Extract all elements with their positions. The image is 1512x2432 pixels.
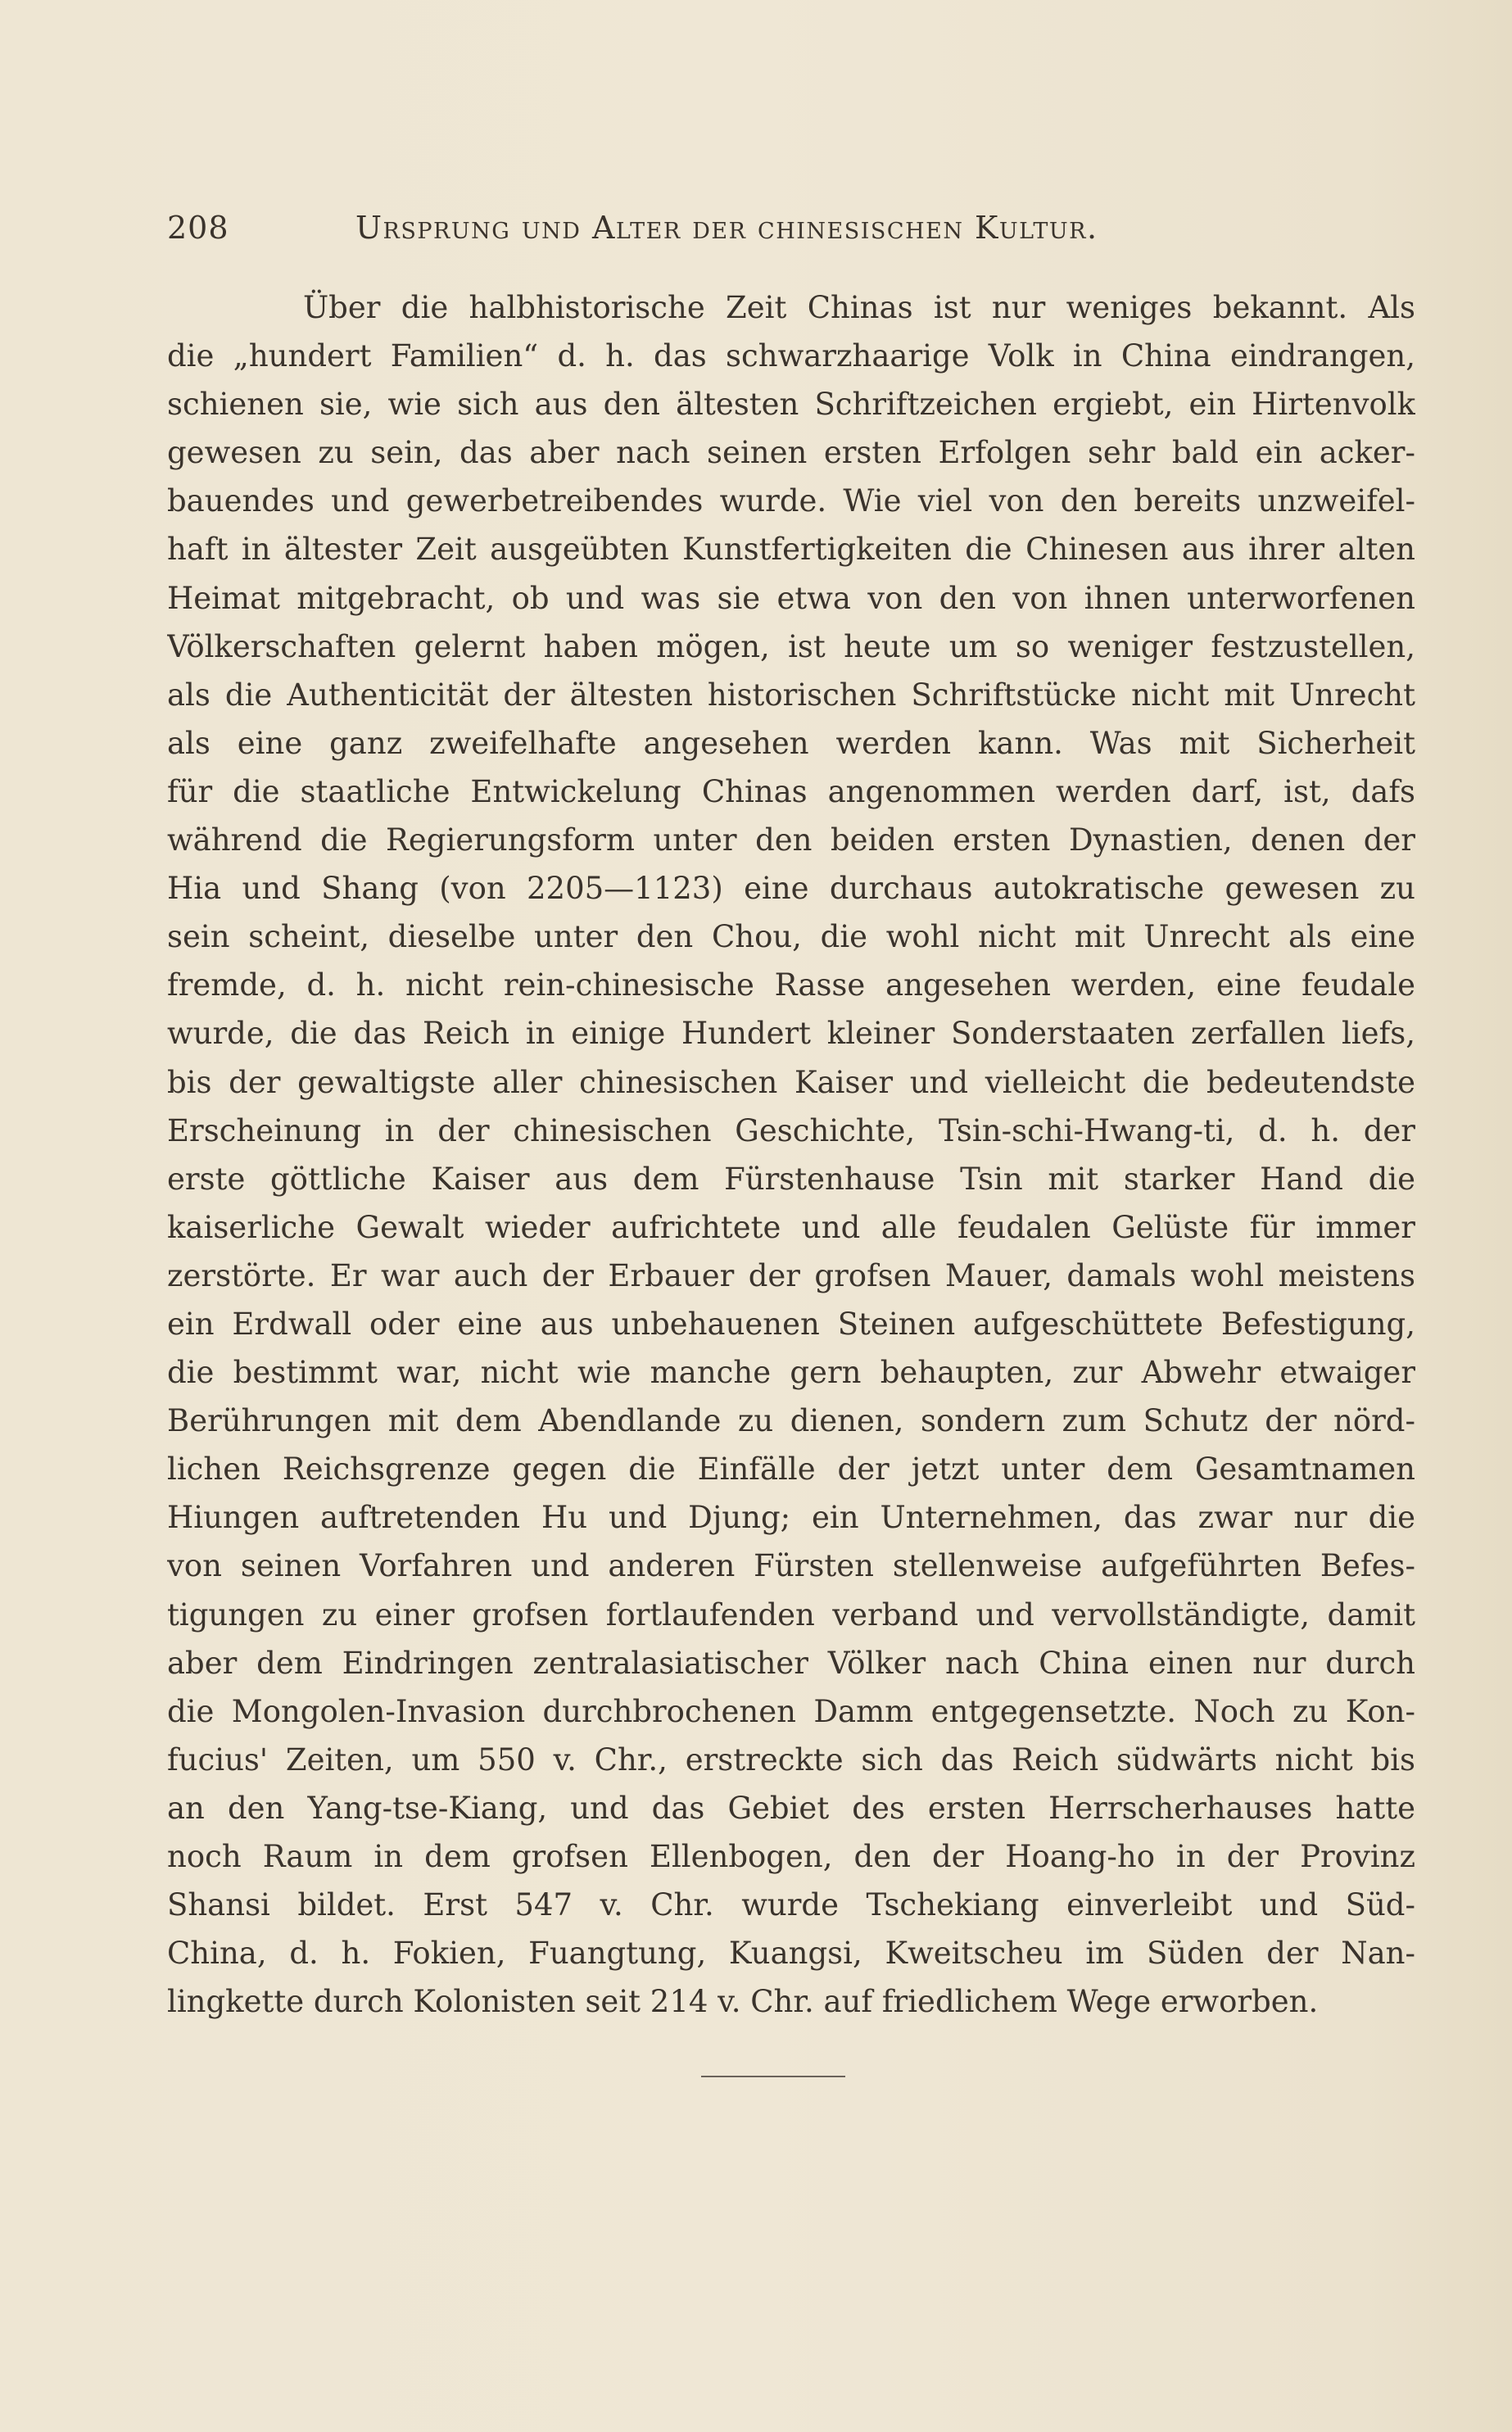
page-header (167, 203, 1224, 252)
text-line: noch Raum in dem grofsen Ellenbogen, den der Hoang-ho in der Provinz (167, 1839, 1415, 1874)
text-line: Über die halbhistorische Zeit Chinas ist nur weniges bekannt. Als (303, 290, 1415, 325)
text-line: von seinen Vorfahren und anderen Fürsten stellenweise aufgeführten Befes- (167, 1548, 1415, 1584)
running-title: Ursprung und Alter der chinesischen Kultur. (355, 210, 1098, 246)
end-rule (701, 2076, 845, 2077)
text-line: die „hundert Familien“ d. h. das schwarzhaarige Volk in China eindrangen, (167, 338, 1415, 374)
text-line: lingkette durch Kolonisten seit 214 v. Chr. auf friedlichem Wege erworben. (167, 1984, 1319, 2020)
text-line: während die Regierungsform unter den beiden ersten Dynastien, denen der (167, 822, 1415, 858)
text-line: für die staatliche Entwickelung Chinas angenommen werden darf, ist, dafs (167, 773, 1415, 809)
page-number: 208 (167, 210, 229, 246)
text-line: sein scheint, dieselbe unter den Chou, die wohl nicht mit Unrecht als eine (167, 919, 1415, 955)
text-line: kaiserliche Gewalt wieder aufrichtete und alle feudalen Gelüste für immer (167, 1209, 1415, 1245)
text-line: die Mongolen-Invasion durchbrochenen Damm entgegensetzte. Noch zu Kon- (167, 1693, 1415, 1729)
body-paragraph (167, 283, 1415, 2026)
text-line: haft in ältester Zeit ausgeübten Kunstfertigkeiten die Chinesen aus ihrer alten (167, 532, 1415, 568)
text-line: an den Yang-tse-Kiang, und das Gebiet des ersten Herrscherhauses hatte (167, 1790, 1415, 1826)
text-line: gewesen zu sein, das aber nach seinen ersten Erfolgen sehr bald ein acker- (167, 435, 1415, 471)
text-line: schienen sie, wie sich aus den ältesten Schriftzeichen ergiebt, ein Hirtenvolk (167, 387, 1415, 423)
text-line: erste göttliche Kaiser aus dem Fürstenhause Tsin mit starker Hand die (167, 1161, 1415, 1197)
text-line: ein Erdwall oder eine aus unbehauenen Steinen aufgeschüttete Befestigung, (167, 1306, 1415, 1342)
text-line: Berührungen mit dem Abendlande zu dienen, sondern zum Schutz der nörd- (167, 1403, 1415, 1439)
text-line: zerstörte. Er war auch der Erbauer der grofsen Mauer, damals wohl meistens (167, 1257, 1415, 1293)
text-line: tigungen zu einer grofsen fortlaufenden verband und vervollständigte, damit (167, 1596, 1415, 1633)
text-line: Hiungen auftretenden Hu und Djung; ein Unternehmen, das zwar nur die (167, 1500, 1415, 1536)
text-line: aber dem Eindringen zentralasiatischer Völker nach China einen nur durch (167, 1645, 1415, 1681)
text-line: Shansi bildet. Erst 547 v. Chr. wurde Tschekiang einverleibt und Süd- (167, 1887, 1415, 1923)
text-line: Heimat mitgebracht, ob und was sie etwa von den von ihnen unterworfenen (167, 580, 1415, 616)
text-line: bauendes und gewerbetreibendes wurde. Wie viel von den bereits unzweifel- (167, 483, 1415, 519)
text-line: China, d. h. Fokien, Fuangtung, Kuangsi, Kweitscheu im Süden der Nan- (167, 1936, 1415, 1972)
text-line: als eine ganz zweifelhafte angesehen werden kann. Was mit Sicherheit (167, 725, 1415, 761)
text-line: Hia und Shang (von 2205—1123) eine durchaus autokratische gewesen zu (167, 871, 1415, 907)
text-line: bis der gewaltigste aller chinesischen Kaiser und vielleicht die bedeutendste (167, 1064, 1415, 1100)
text-line: fucius' Zeiten, um 550 v. Chr., erstreckte sich das Reich südwärts nicht bis (167, 1741, 1415, 1778)
text-line: Erscheinung in der chinesischen Geschichte, Tsin-schi-Hwang-ti, d. h. der (167, 1112, 1415, 1148)
text-line: lichen Reichsgrenze gegen die Einfälle der jetzt unter dem Gesamtnamen (167, 1452, 1415, 1488)
text-line: wurde, die das Reich in einige Hundert kleiner Sonderstaaten zerfallen liefs, (167, 1016, 1415, 1052)
text-line: fremde, d. h. nicht rein-chinesische Rasse angesehen werden, eine feudale (167, 967, 1415, 1003)
text-line: Völkerschaften gelernt haben mögen, ist heute um so weniger festzustellen, (167, 628, 1415, 664)
text-line: die bestimmt war, nicht wie manche gern behaupten, zur Abwehr etwaiger (167, 1355, 1415, 1391)
text-line: als die Authenticität der ältesten historischen Schriftstücke nicht mit Unrecht (167, 677, 1415, 713)
